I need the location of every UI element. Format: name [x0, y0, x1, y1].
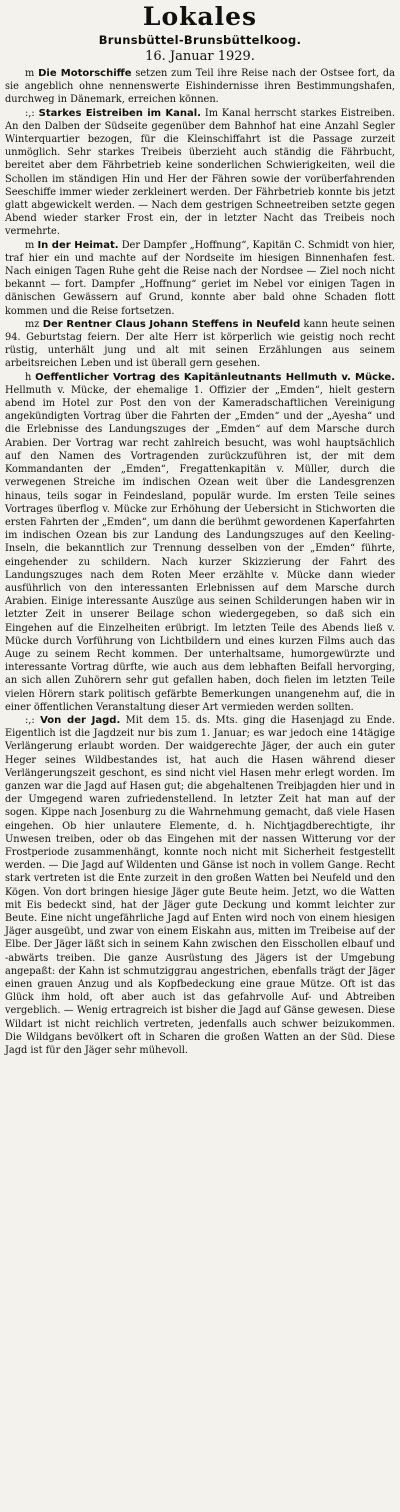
article-text: Mit dem 15. ds. Mts. ging die Hasenjagd zu Ende. Eigentlich ist die Jagdzeit nur bis zum 1. Januar; es war jedoch eine 14tägige Verlängerung erlaubt worden. Der waidgerechte Jäger, der auch ein guter Heger seines Wildbestandes ist, hat auch die Hasen während dieser Verlängerungszeit geschont, es sind nicht viel Hasen mehr erlegt worden. Im ganzen war die Jagd auf Hasen gut; die abgehaltenen Treibjagden hier und in der Umgegend waren zufriedenstellend. In letzter Zeit hat man auf der sogen. Kippe nach Josenburg zu die Wahrnehmung gemacht, daß viele Hasen eingehen. Ob hier unlautere Elemente, d. h. Nichtjagdberechtigte, ihr Unwesen treiben, oder ob das Eingehen mit der nassen Witterung vor der Frostperiode zusammenhängt, konnte noch nicht mit Sicherheit festgestellt werden. — Die Jagd auf Wildenten und Gänse ist noch in vollem Gange. Recht stark vertreten ist die Ente zurzeit in den großen Watten bei Neufeld und den Kögen. Von dort bringen hiesige Jäger gute Beute heim. Jetzt, wo die Watten mit Eis bedeckt sind, hat der Jäger gute Deckung und kommt leichter zur Beute. Eine nicht ungefährliche Jagd auf Enten wird noch von einem hiesigen Jäger ausgeübt, und zwar von einem Eiskahn aus, mitten im Treibeise auf der Elbe. Der Jäger läßt sich in seinem Kahn zwischen den Eisschollen elbauf und -abwärts treiben. Die ganze Ausrüstung des Jägers ist der Umgebung angepaßt: der Kahn ist schmutziggrau angestrichen, ebenfalls trägt der Jäger einen grauen Anzug und als Kopfbedeckung eine graue Mütze. Oft ist das Glück ihm hold, oft aber auch ist das gefahrvolle Auf- und Abtreiben vergeblich. — Wenig ertragreich ist bisher die Jagd auf Gänse gewesen. Diese Wildart ist nicht reichlich vertreten, jedenfalls auch schwer beizukommen. Die Wildgans bevölkert oft in Scharen die großen Watten an der Süd. Diese Jagd ist für den Jäger sehr mühevoll.	[5, 714, 395, 1057]
article-motorschiffe	[5, 67, 395, 107]
article-text: Hellmuth v. Mücke, der ehemalige 1. Offizier der „Emden“, hielt gestern abend im Hotel zur Post den von der Kameradschaftlichen Vereinigung angekündigten Vortrag über die Fahrten der „Emden“ und der „Ayesha“ und die Erlebnisse des Landungszuges der „Emden“ auf dem Marsche durch Arabien. Der Vortrag war recht zahlreich besucht, was wohl hauptsächlich auf den Namen des Vortragenden zurückzuführen ist, der mit dem Kommandanten der „Emden“, Fregattenkapitän v. Müller, durch die verwegenen Streiche im indischen Ozean weit über die Landesgrenzen hinaus, teils sogar in Feindesland, populär wurde. Im ersten Teile seines Vortrages überflog v. Mücke zur Erhöhung der Uebersicht in Stichworten die ersten Fahrten der „Emden“, um dann die berühmt gewordenen Kaperfahrten im indischen Ozean bis zur Landung des Landungszuges auf den Keeling-Inseln, die bekanntlich zur Trennung desselben von der „Emden“ führte, eingehender zu schildern. Nach kurzer Skizzierung der Fahrt des Landungszuges nach dem Roten Meer erzählte v. Mücke dann wieder ausführlich von den interessanten Erlebnissen auf dem Marsche durch Arabien. Einige interessante Auszüge aus seinen Schilderungen haben wir in letzter Zeit in unserer Beilage schon wiedergegeben, so daß sich ein Eingehen auf die Einzelheiten erübrigt. Im letzten Teile des Abends ließ v. Mücke durch Vorführung von Lichtbildern und eines kurzen Films auch das Auge zu seinem Recht kommen. Der unterhaltsame, humorgewürzte und interessante Vortrag dürfte, wie auch aus dem lebhaften Beifall hervorging, an sich allen Zuhörern sehr gut gefallen haben, doch fielen im letzten Teile vielen Hörern stark politisch gefärbte Bemerkungen unangenehm auf, die in einer öffentlichen Veranstaltung dieser Art vermieden werden sollten.	[5, 384, 395, 713]
article-text: Im Kanal herrscht starkes Eistreiben. An den Dalben der Südseite gegenüber dem Bahnhof hat eine Anzahl Segler Winterquartier bezogen, für die Kleinschiffahrt ist die Passage zurzeit unmöglich. Sehr starkes Treibeis überzieht auch ständig die Fährbucht, bereitet aber dem Fährbetrieb keine sonderlichen Schwierigkeiten, weil die Schollen im ständigen Hin und Her der Fähren sowie der vorüberfahrenden Seeschiffe immer wieder zerkleinert werden. Der Fährbetrieb konnte bis jetzt glatt abgewickelt werden. — Nach dem gestrigen Schneetreiben setzte gegen Abend wieder starker Frost ein, der in letzter Nacht das Treibeis noch vermehrte.	[5, 107, 395, 238]
article-vortrag	[5, 371, 395, 714]
issue-date: 16. Januar 1929.	[145, 49, 255, 64]
article-lead: Oeffentlicher Vortrag des Kapitänleutnants Hellmuth v. Mücke.	[35, 371, 395, 383]
article-lead: In der Heimat.	[37, 239, 119, 251]
article-text: setzen zum Teil ihre Reise nach der Ostsee fort, da sie angeblich ohne nennenswerte Eishindernisse ihren Bestimmungshafen, durchweg in Dänemark, erreichen können.	[5, 68, 395, 106]
article-lead: Die Motorschiffe	[38, 68, 132, 79]
article-heimat	[5, 239, 395, 318]
article-eistreiben	[5, 107, 395, 239]
article-jagd	[5, 714, 395, 1057]
dateline: Brunsbüttel-Brunsbüttelkoog.	[98, 33, 302, 47]
article-lead: Starkes Eistreiben im Kanal.	[38, 107, 201, 119]
article-marker: m	[25, 239, 35, 251]
article-rentner	[5, 318, 395, 371]
article-lead: Der Rentner Claus Johann Steffens in Neufeld	[42, 318, 301, 330]
article-marker: h	[25, 371, 32, 383]
article-marker: mz	[25, 318, 40, 330]
article-lead: Von der Jagd.	[40, 714, 121, 726]
article-text: Der Dampfer „Hoffnung“, Kapitän C. Schmidt von hier, traf hier ein und machte auf der Nordseite im hiesigen Binnenhafen fest. Nach einigen Tagen Ruhe geht die Reise nach der Nordsee — Ziel noch nicht bekannt — fort. Dampfer „Hoffnung“ geriet im Nebel vor einigen Tagen in dänischen Gewässern auf Grund, konnte aber bald ohne Schaden flott kommen und die Reise fortsetzen.	[5, 239, 395, 317]
article-marker: m	[25, 68, 35, 79]
article-marker: :,:	[25, 714, 35, 726]
article-text: kann heute seinen 94. Geburtstag feiern. Der alte Herr ist körperlich wie geistig noch recht rüstig, unterhält jung und alt mit seinen Erzählungen aus seinem arbeitsreichen Leben und ist überall gern gesehen.	[5, 318, 395, 370]
section-title: Lokales	[142, 2, 258, 31]
article-marker: :,:	[25, 107, 35, 119]
